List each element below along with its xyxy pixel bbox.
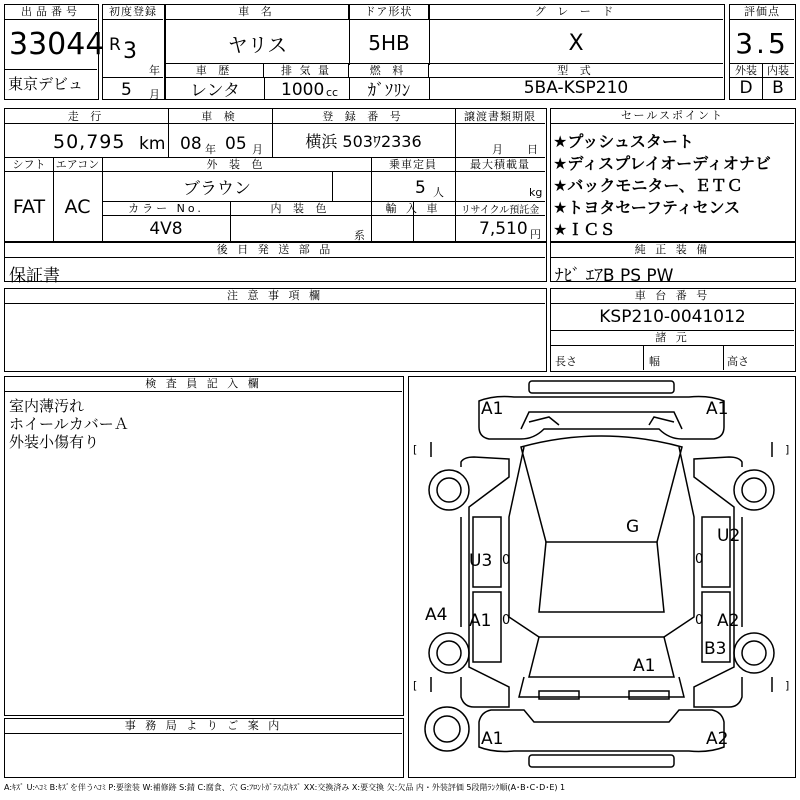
displacement: 1000: [281, 80, 325, 100]
ac-label: エアコン: [55, 158, 100, 171]
damage-left-mid: A1: [469, 611, 492, 631]
bracket-mark: [: [413, 443, 418, 456]
office-label: 事 務 局 よ り ご 案 内: [5, 719, 402, 734]
history-label: 車 歴: [166, 63, 264, 77]
inspector-note: ホイールカバーＡ: [9, 415, 129, 433]
inspection-year: 08: [180, 134, 202, 154]
plate-number: 横浜 503ﾜ2336: [305, 131, 422, 151]
parts-box: [4, 242, 547, 286]
shift-label: シフト: [12, 158, 46, 171]
aircon: AC: [64, 195, 91, 218]
inspector-box: [4, 376, 404, 716]
damage-rear-right: A2: [706, 729, 729, 749]
inspector-note: 外装小傷有り: [9, 433, 100, 451]
capacity-unit: 人: [433, 186, 444, 199]
inspector-note: 室内薄汚れ: [9, 397, 85, 415]
first-reg-label: 初度登録: [103, 5, 163, 20]
transfer-month-unit: 月: [492, 143, 503, 156]
score-label: 評価点: [730, 5, 794, 20]
reg-year: 3: [123, 39, 137, 64]
capacity: 5: [415, 178, 426, 198]
grade-label: グ レ ー ド: [429, 5, 723, 20]
damage-windshield: G: [626, 517, 640, 537]
transfer-label: 譲渡書類期限: [464, 110, 536, 123]
mark-zero: 0: [502, 553, 511, 568]
parts-label: 後 日 発 送 部 品: [5, 243, 545, 258]
legend: A:ｷｽﾞ U:ﾍｺﾐ B:ｷｽﾞを伴うﾍｺﾐ P:要塗装 W:補修跡 S:錆 C:腐食、穴 G:ﾌﾛﾝﾄｶﾞﾗｽ点ｷｽﾞ XX:交換済み X:要交換 欠:欠品 内・外装評価 5段階ﾗﾝｸ順(A･B･C･D･E) 1: [4, 783, 566, 792]
overall-score: 3.5: [735, 26, 789, 60]
sales-point-item: ★プッシュスタート: [553, 132, 694, 151]
model-code: 5BA-KSP210: [523, 78, 629, 98]
exterior-color: ブラウン: [183, 178, 251, 199]
mileage: 50,795: [53, 131, 126, 153]
shift: FAT: [12, 195, 46, 218]
damage-front-left: A1: [481, 399, 504, 419]
recycle-fee: 7,510: [479, 219, 528, 239]
height-label: 高さ: [727, 355, 749, 368]
history: レンタ: [190, 80, 240, 101]
mark-zero: 0: [502, 613, 511, 628]
chassis-box: [550, 288, 796, 372]
chassis-label: 車 台 番 号: [551, 289, 794, 304]
sales-points-label: セールスポイント: [551, 109, 794, 124]
car-name-label: 車 名: [166, 5, 349, 20]
color-no-label: カラー No.: [128, 202, 204, 215]
header-lotno-box: [4, 4, 105, 100]
month-unit: 月: [149, 88, 160, 101]
capacity-label: 乗車定員: [389, 158, 437, 171]
damage-left-door: U3: [469, 551, 493, 571]
length-label: 長さ: [555, 355, 577, 368]
grade: X: [568, 30, 584, 56]
damage-right-rear: B3: [704, 639, 727, 659]
interior-color-label: 内 装 色: [270, 202, 331, 215]
chassis-number: KSP210-0041012: [599, 307, 746, 327]
bracket-mark: ]: [785, 443, 790, 456]
plate-label: 登 録 番 号: [322, 110, 405, 123]
damage-front-right: A1: [706, 399, 729, 419]
interior-label: 内装: [767, 64, 789, 77]
inspection-label: 車 検: [201, 110, 239, 123]
lot-no-label: 出品番号: [5, 5, 97, 20]
car-info-box: [165, 4, 725, 100]
width-label: 幅: [649, 355, 660, 368]
lot-number: 33044: [9, 27, 105, 62]
bracket-mark: ]: [785, 679, 790, 692]
sales-point-item: ★バックモニター、ＥＴＣ: [553, 176, 743, 195]
sales-points-box: [550, 108, 796, 242]
inspection-month-unit: 月: [252, 143, 263, 156]
year-unit: 年: [149, 64, 160, 77]
car-diagram: [408, 376, 796, 778]
damage-rear: A1: [633, 656, 656, 676]
sales-point-item: ★ＩＣＳ: [553, 220, 616, 239]
equipment-value: ﾅﾋﾞ ｴｱB PS PW: [555, 266, 674, 286]
transfer-day-unit: 日: [527, 143, 538, 156]
reg-month: 5: [121, 80, 132, 100]
interior-color-unit: 系: [354, 229, 365, 242]
door-label: ドア形状: [349, 5, 429, 20]
era: R: [109, 35, 121, 55]
venue: 東京デビュ: [8, 75, 84, 93]
fuel: ｶﾞｿﾘﾝ: [367, 80, 411, 101]
sales-point-item: ★ディスプレイオーディオナビ: [553, 154, 771, 173]
damage-rear-left: A1: [481, 729, 504, 749]
car-outline-icon: [409, 377, 794, 776]
inspector-label: 検 査 員 記 入 欄: [5, 377, 402, 392]
damage-right-door: U2: [717, 526, 741, 546]
import-label: 輸 入 車: [385, 202, 441, 215]
recycle-label: リサイクル預託金: [460, 204, 540, 216]
fuel-label: 燃 料: [349, 63, 429, 77]
score-box: [729, 4, 796, 100]
door-type: 5HB: [368, 31, 410, 55]
damage-right-mid: A2: [717, 611, 740, 631]
displacement-unit: cc: [326, 86, 339, 99]
inspection-year-unit: 年: [205, 143, 216, 156]
load-unit: kg: [529, 186, 543, 199]
first-registration-box: [102, 4, 165, 100]
specs-label: 諸 元: [551, 331, 794, 346]
exterior-label: 外装: [735, 64, 757, 77]
inspection-month: 05: [225, 134, 247, 154]
mileage-unit: km: [139, 134, 166, 154]
car-name: ヤリス: [227, 32, 288, 57]
equipment-box: [550, 242, 796, 286]
model-label: 型 式: [557, 64, 595, 77]
notes-label: 注 意 事 項 欄: [5, 289, 545, 304]
mark-zero: 0: [695, 613, 704, 628]
recycle-unit: 円: [530, 228, 541, 241]
displacement-label: 排 気 量: [264, 63, 349, 77]
color-number: 4V8: [149, 218, 183, 239]
damage-left-rear: A4: [425, 605, 448, 625]
interior-grade: B: [772, 78, 784, 98]
equipment-label: 純 正 装 備: [551, 243, 794, 258]
load-label: 最大積載量: [470, 158, 530, 171]
details-box: [4, 108, 547, 242]
sales-point-item: ★トヨタセーフティセンス: [553, 198, 741, 217]
color-label: 外 装 色: [206, 158, 267, 171]
office-box: [4, 718, 404, 778]
mark-zero: 0: [695, 552, 704, 567]
notes-box: [4, 288, 547, 372]
parts-value: 保証書: [9, 266, 60, 286]
exterior-grade: D: [739, 78, 753, 98]
mileage-label: 走 行: [67, 110, 106, 123]
bracket-mark: [: [413, 679, 418, 692]
